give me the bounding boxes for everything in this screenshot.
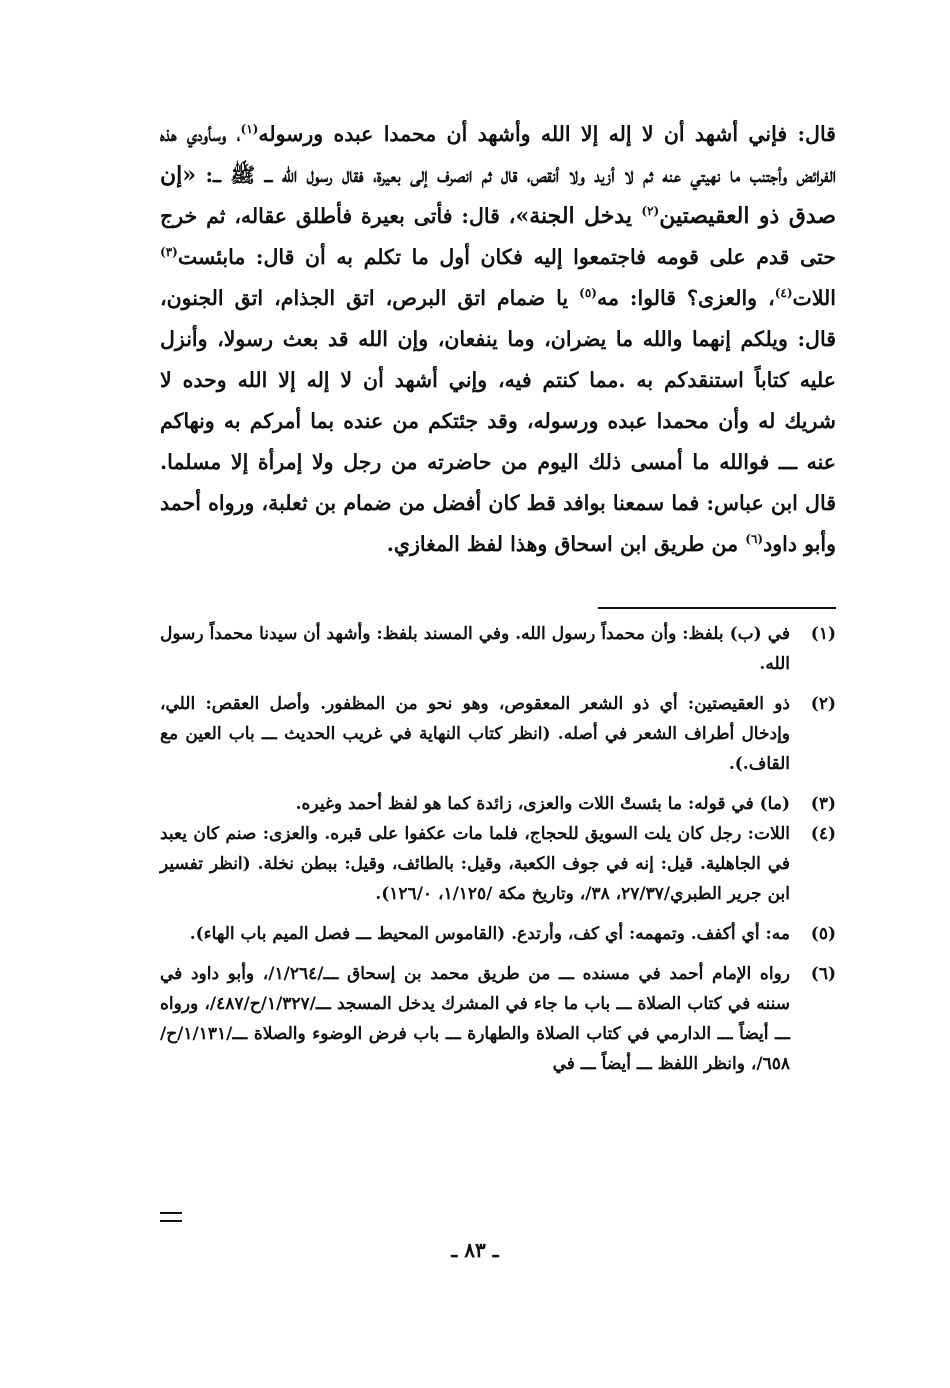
footnotes-section xyxy=(160,619,836,1089)
footnote-number: (٥) xyxy=(810,924,836,944)
footnote-number: (٦) xyxy=(810,964,836,984)
footnote-marker: (٣) xyxy=(160,245,178,260)
footnote-2 xyxy=(160,689,836,779)
body-text: اللات xyxy=(792,286,836,310)
footnote-5 xyxy=(160,919,836,949)
footnote-marker: (٦) xyxy=(745,532,764,547)
hadith-quote: يدخل الجنة» xyxy=(515,203,642,229)
hadith-quote: «إن صدق ذو العقيصتين xyxy=(160,162,837,229)
footnote-3 xyxy=(160,789,836,819)
footnote-6 xyxy=(160,959,836,1079)
body-text: ، والعزى؟ قالوا: مه xyxy=(596,286,775,310)
footnote-marker: (٥) xyxy=(579,286,597,301)
body-paragraph xyxy=(160,114,836,565)
footnote-text: (ما) في قوله: ما بئستْ اللات والعزى، زائدة كما هو لفظ أحمد وغيره. xyxy=(295,794,790,814)
page-number: ـ ٨٣ ـ xyxy=(451,1238,499,1262)
footnote-text: اللات: رجل كان يلت السويق للحجاج، فلما مات عكفوا على قبره. والعزى: صنم كان يعبد في الجاهلية. قيل: إنه في جوف الكعبة، وقيل: بالطائف، وقيل: ببطن نخلة. (انظر تفسير ابن جرير الطبري/٢٧/٣٧، ٣٨/، وتاريخ مكة /١/١٢٥، ١٢٦/٠). xyxy=(160,824,790,904)
footnote-marker: (٢) xyxy=(641,204,660,219)
footnote-number: (٢) xyxy=(810,694,836,714)
footnote-separator xyxy=(598,607,836,609)
footnote-number: (٣) xyxy=(810,794,836,814)
footnote-marker: (١) xyxy=(240,122,259,137)
body-text: يا ضمام اتق البرص، اتق الجذام، اتق الجنون، قال: ويلكم إنهما والله ما يضران، وما ينفعان، وإن الله قد بعث رسولا، وأنزل عليه كتاباً استنقدكم به .مما كنتم فيه، وإني أشهد أن لا إله إلا الله وحده لا شريك له وأن محمدا عبده ورسوله، وقد جئتكم من عنده بما أمركم به ونهاكم عنه ـــ فوالله ما أمسى ذلك اليوم من حاضرته من رجل ولا إمرأة إلا مسلما. قال ابن عباس: فما سمعنا بوافد قط كان أفضل من ضمام بن ثعلبة، ورواه أحمد وأبو داود xyxy=(160,286,836,556)
body-text: ، قال: فأتى بعيرة فأطلق عقاله، ثم خرج حتى قدم على قومه فاجتمعوا إليه فكان أول ما تكلم به أن قال: مابئست xyxy=(160,204,836,269)
footnote-number: (٤) xyxy=(810,824,836,844)
footnote-4 xyxy=(160,819,836,909)
body-text: من طريق ابن اسحاق وهذا لفظ المغازي. xyxy=(386,532,746,556)
footnote-number: (١) xyxy=(810,624,836,644)
footnote-text: رواه الإمام أحمد في مسنده ـــ من طريق محمد بن إسحاق ـــ/١/٢٦٤/، وأبو داود في سننه في كتاب الصلاة ـــ باب ما جاء في المشرك يدخل المسجد ـــ/١/٣٢٧/ح/٤٨٧/، ورواه ـــ أيضاً ـــ الدارمي في كتاب الصلاة والطهارة ـــ باب فرض الوضوء والصلاة ـــ/١/١٣١/ح/٦٥٨/، وانظر اللفظ ـــ أيضاً ـــ في xyxy=(160,964,790,1074)
body-text: قال: فإني أشهد أن لا إله إلا الله وأشهد أن محمدا عبده ورسوله xyxy=(258,122,836,146)
body-text: ، وسأودي هذه الفرائض وأجتنب ما نهيتي عنه ثم لا أزيد ولا أنقص، قال ثم انصرف إلى بعيرة، فقال رسول الله ـــ ﷺ ـــ: xyxy=(160,122,836,187)
footnote-text: مه: أي أكفف. وتمهمه: أي كف، وأرتدع. (القاموس المحيط ـــ فصل الميم باب الهاء). xyxy=(189,924,790,944)
footnote-text: في (ب) بلفظ: وأن محمداً رسول الله. وفي المسند بلفظ: وأشهد أن سيدنا محمداً رسول الله. xyxy=(160,624,790,674)
continuation-mark xyxy=(160,1212,182,1222)
footnote-text: ذو العقيصتين: أي ذو الشعر المعقوص، وهو نحو من المظفور. وأصل العقص: اللي، وإدخال أطراف الشعر في أصله. (انظر كتاب النهاية في غريب الحديث ـــ باب العين مع القاف.). xyxy=(160,694,790,774)
main-paragraph xyxy=(160,114,836,565)
footnote-marker: (٤) xyxy=(774,286,793,301)
footnote-1 xyxy=(160,619,836,679)
